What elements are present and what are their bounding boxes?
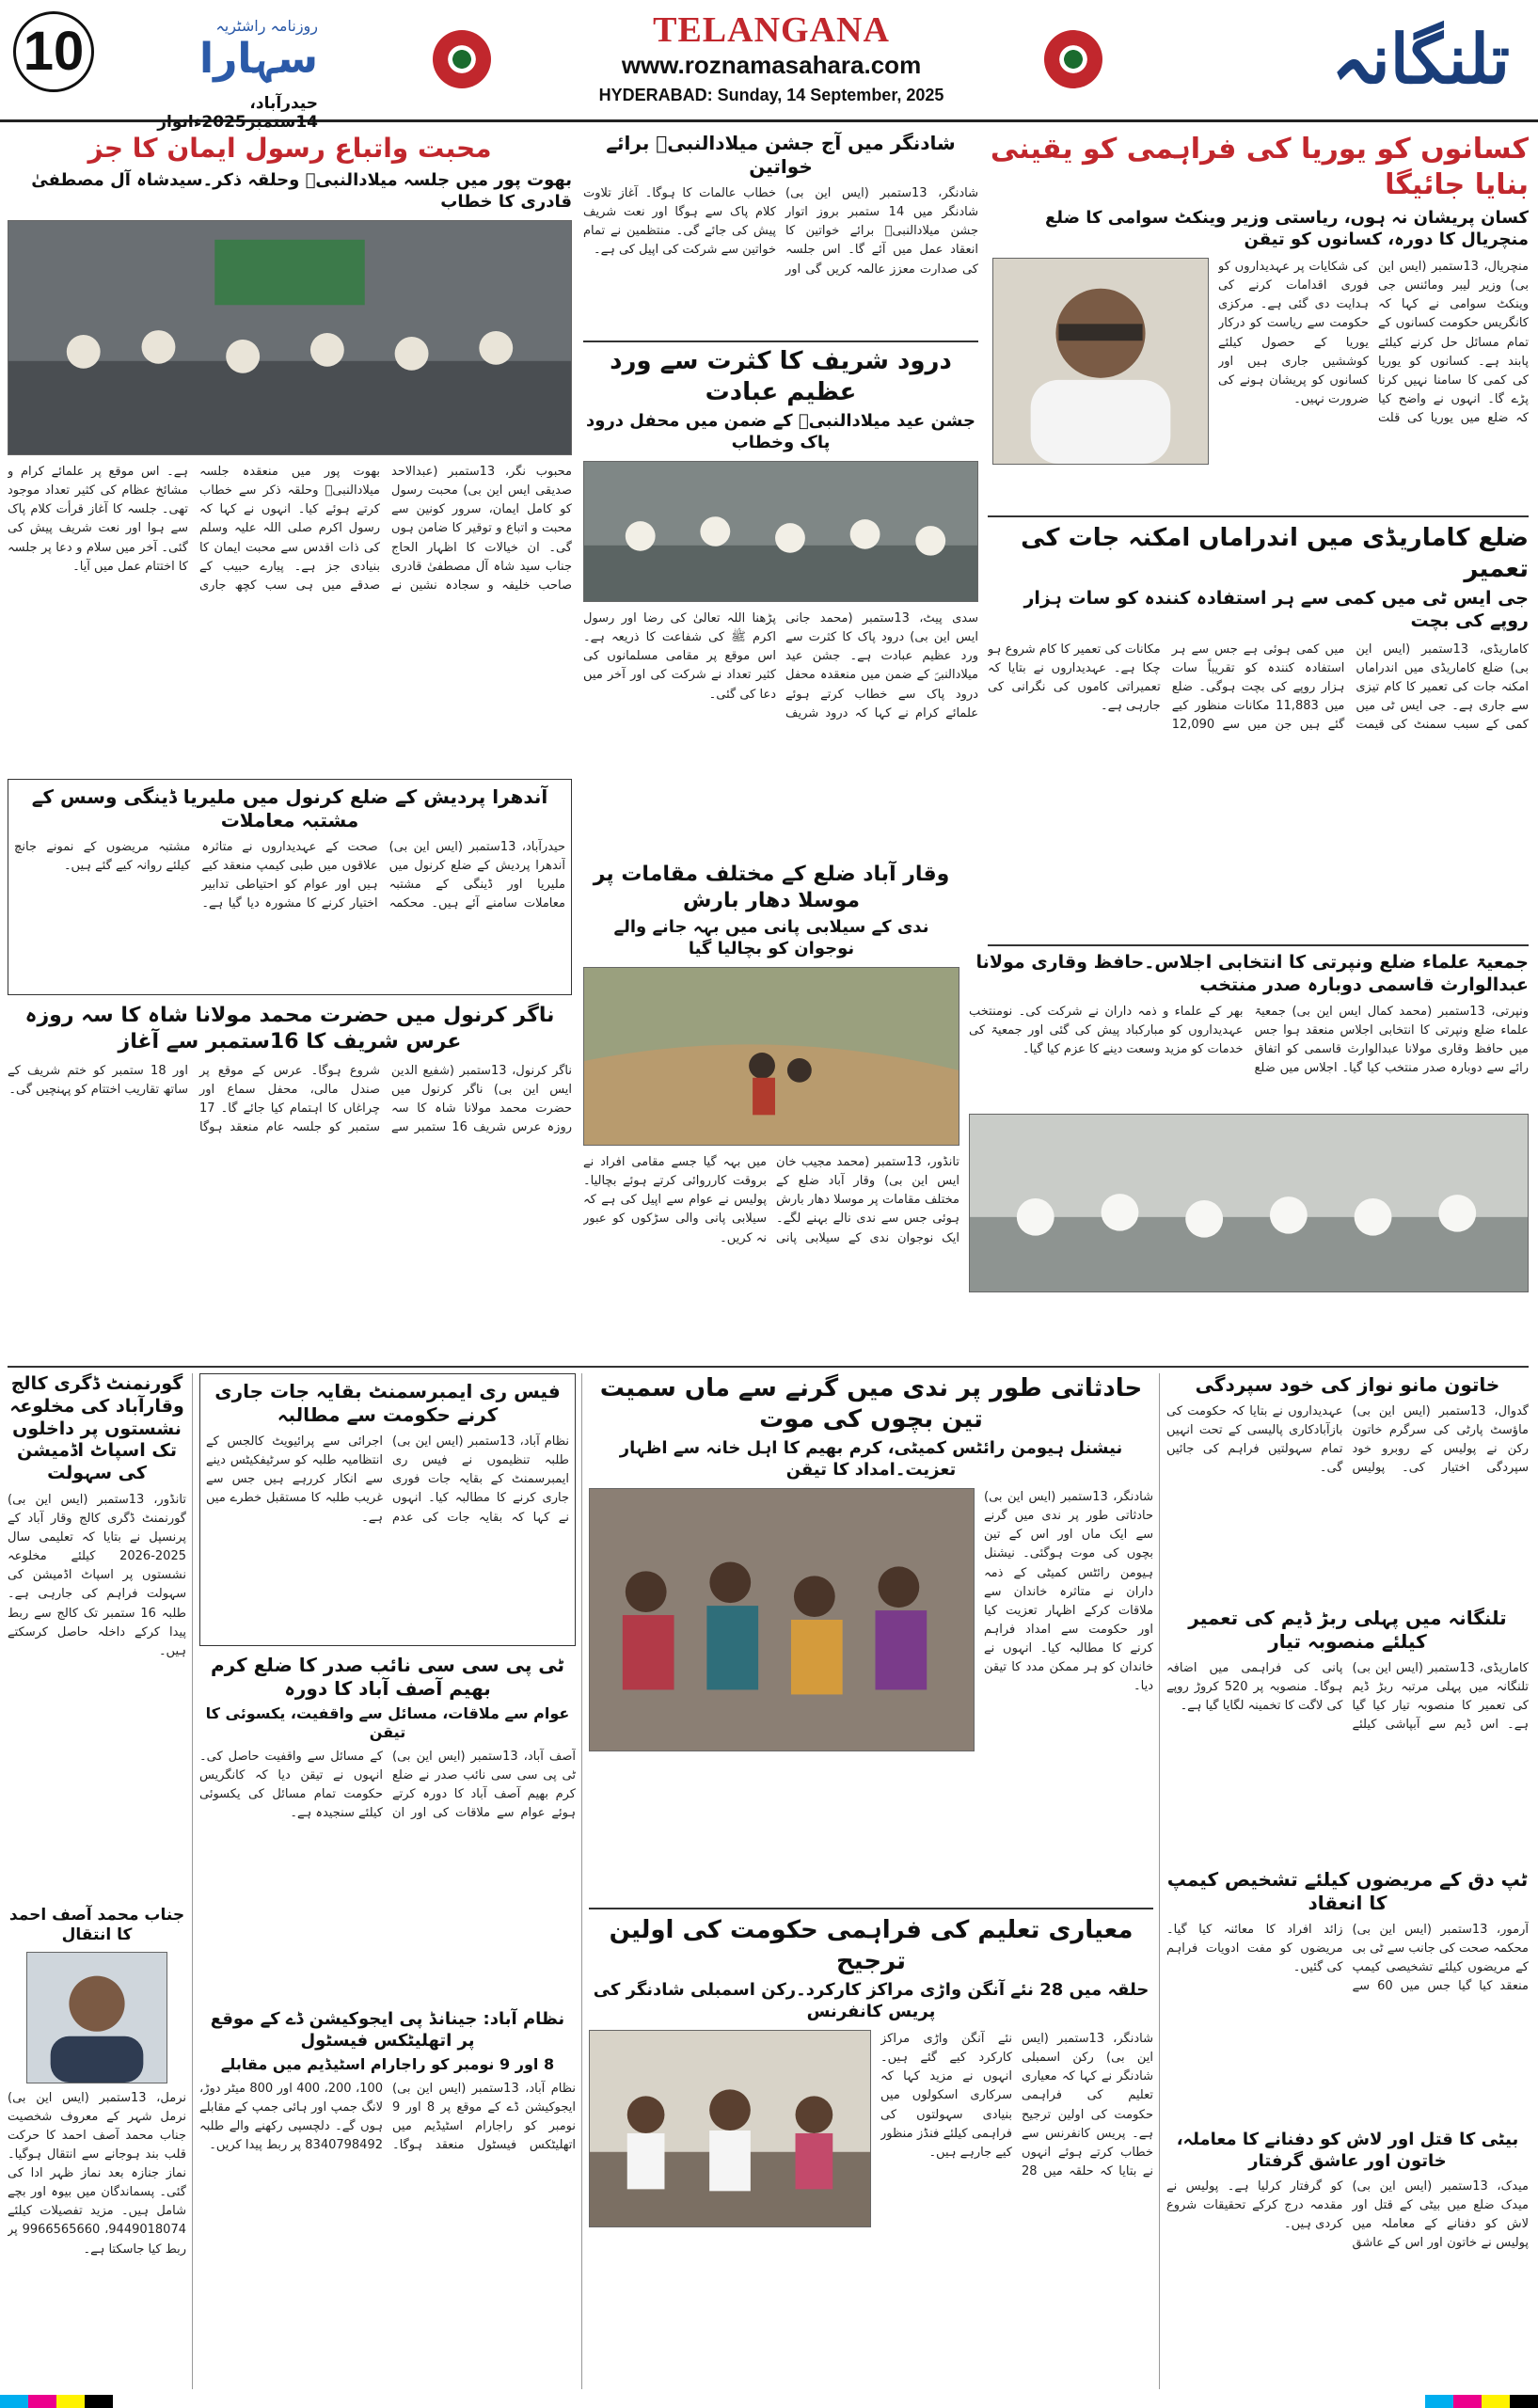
gathering-photo-image: [8, 221, 571, 454]
headline: آندھرا پردیش کے ضلع کرنول میں ملیریا ڈینگی وسس کے مشتبہ معاملات: [31, 785, 548, 832]
headline: محبت واتباع رسول ایمان کا جز: [87, 133, 492, 164]
article-vikarabad-rain: [583, 862, 959, 1360]
headline: شادنگر میں آج جشن میلادالنبیؐ برائے خواتین: [606, 132, 956, 178]
portrait-image: [993, 259, 1208, 464]
article-durood: [583, 346, 978, 854]
article-body: حیدرآباد، 13ستمبر (ایس این بی) آندھرا پردیش کے ضلع کرنول میں ملیریا اور ڈینگی کے مشتبہ معاملات سامنے آئے ہیں۔ محکمہ صحت کے عہدیداروں نے متاثرہ علاقوں میں طبی کیمپ منعقد کیے ہیں اور عوام کو احتیاطی تدابیر اختیار کرنے کا مشورہ دیا گیا ہے۔ مشتبہ مریضوں کے نمونے جانچ کیلئے روانہ کیے گئے ہیں۔: [14, 840, 565, 911]
headline: حادثاتی طور پر ندی میں گرنے سے ماں سمیت تین بچوں کی موت: [599, 1374, 1143, 1434]
article-kurnool-malaria: [8, 779, 572, 995]
flood-rescue-image: [584, 968, 959, 1145]
headline: خاتون مانو نواز کی خود سپردگی: [1195, 1373, 1500, 1396]
logo-text: سہارا: [199, 35, 318, 83]
subheadline: کسان پریشان نہ ہوں، ریاستی وزیر وینکٹ سوامی کا ضلع منچریال کا دورہ، کسانوں کو تیقن: [1044, 208, 1529, 249]
article-urea-supply: [988, 132, 1529, 508]
headline: ٹی پی سی سی نائب صدر کا ضلع کرم بھیم آصف آباد کا دورہ: [210, 1654, 565, 1700]
article-body: آصف آباد، 13ستمبر (ایس این بی) ٹی پی سی سی نائب صدر نے ضلع کرم بھیم آصف آباد کا دورہ کرتے ہوئے عوام سے ملاقات کی اور ان کے مسائل سے واقفیت حاصل کی۔ انہوں نے تیقن دیا کہ کانگریس حکومت تمام مسائل کی یکسوئی کیلئے سنجیدہ ہے۔: [199, 1750, 576, 1821]
subheadline: جشن عید میلادالنبیؐ کے ضمن میں محفل درود پاک وخطاب: [586, 411, 975, 452]
masthead: [0, 0, 1538, 132]
article-body: ونپرتی، 13ستمبر (محمد کمال ایس این بی) جمعیۃ علماء ضلع ونپرتی کا انتخابی اجلاس منعقد ہوا جس میں حافظ وقاری مولانا عبدالوارث قاسمی کو اتفاق رائے سے دوبارہ صدر منتخب کیا گیا۔ اجلاس میں ضلع بھر کے علماء و ذمہ داران نے شرکت کی۔ نومنتخب عہدیداروں کو مبارکباد پیش کی گئی اور جمعیۃ کی خدمات کو مزید وسعت دینے کا عزم کیا گیا۔: [969, 1004, 1529, 1075]
article-indiramma-housing: [988, 523, 1529, 937]
section-title: تلنگانہ: [1331, 19, 1510, 99]
obituary-photo: [26, 1952, 167, 2083]
headline: نظام آباد: جینانڈ پی ایجوکیشن ڈے کے موقع پر اتھلیٹکس فیسٹول: [210, 2009, 565, 2051]
article-quality-education: [589, 1915, 1153, 2376]
newspaper-logo: [102, 17, 318, 83]
headline: معیاری تعلیم کی فراہمی حکومت کی اولین ترجیح: [609, 1916, 1134, 1975]
article-body: تانڈور، 13ستمبر (ایس این بی) گورنمنٹ ڈگری کالج وقار آباد کے پرنسپل نے بتایا کہ تعلیمی سال 2025-2026 کیلئے مخلوعہ نشستوں پر اسپاٹ اڈمیشن کی سہولت فراہم کی جارہی ہے۔ طلبہ 16 ستمبر تک کالج سے ربط پیدا کرکے داخلہ حاصل کرسکتے ہیں۔: [8, 1492, 186, 1658]
subheadline: نیشنل ہیومن رائٹس کمیٹی، کرم بھیم کا اہل خانہ سے اظہار تعزیت۔امداد کا تیقن: [619, 1438, 1123, 1480]
divider: [988, 515, 1529, 517]
headline: ٹپ دق کے مریضوں کیلئے تشخیص کیمپ کا انعقاد: [1166, 1868, 1529, 1914]
article-photo: [969, 1114, 1529, 1292]
article-tb-camp: [1166, 1868, 1529, 2122]
article-body: محبوب نگر، 13ستمبر (عبدالاحد صدیقی ایس این بی) محبت رسول کو کامل ایمان، سرور کونین سے محبت و اتباع و توقیر کا ضامن ہوں گی۔ ان خیالات کا اظہار الحاج جناب سید شاہ آل مصطفیٰ قادری صاحب خلیفہ و سجادہ نشین نے بھوت پور میں منعقدہ جلسہ میلادالنبیؐ وحلقہ ذکر سے خطاب کرتے ہوئے کیا۔ انہوں نے کہا کہ رسول اکرم صلی اللہ علیہ وسلم کی ذات اقدس سے محبت ایمان کا بنیادی جز ہے۔ پیارے حبیب کے صدقے میں ہی سب کچھ جاری ہے۔ اس موقع پر علمائے کرام و مشائخ عظام کی کثیر تعداد موجود تھی۔ جلسہ کا آغاز قرأت کلام پاک سے ہوا اور نعت شریف پیش کی گئی۔ آخر میں سلام و دعا پر جلسہ کا اختتام عمل میں آیا۔: [8, 465, 572, 593]
divider: [583, 341, 978, 342]
headline: تلنگانہ میں پہلی ربڑ ڈیم کی تعمیر کیلئے منصوبہ تیار: [1188, 1607, 1507, 1653]
article-photo: [589, 1488, 975, 1751]
headline: کسانوں کو یوریا کی فراہمی کو یقینی بنایا جائیگا: [990, 133, 1529, 201]
divider: [988, 944, 1529, 946]
durood-gathering-image: [584, 462, 977, 601]
article-drowning: [589, 1373, 1153, 1900]
minister-portrait: [992, 258, 1209, 465]
article-body: نظام آباد، 13ستمبر (ایس این بی) طلبہ تنظیموں نے فیس ری ایمبرسمنٹ کے بقایہ جات فوری جاری کرنے کا مطالبہ کیا۔ انہوں نے کہا کہ بقایہ جات کی عدم اجرائی سے پرائیویٹ کالجس کے انتظامیہ طلبہ کو سرٹیفکیٹس دینے سے انکار کررہے ہیں جس سے غریب طلبہ کا مستقبل خطرے میں ہے۔: [206, 1434, 569, 1525]
article-athletics-festival: [199, 2009, 576, 2376]
article-photo: [583, 461, 978, 602]
headline: ناگر کرنول میں حضرت محمد مولانا شاہ کا سہ روزہ عرس شریف کا 16ستمبر سے آغاز: [24, 1004, 555, 1054]
headline: وقار آباد ضلع کے مختلف مقامات پر موسلا دھار بارش: [593, 863, 950, 912]
article-body: شادنگر، 13ستمبر (ایس این بی) شادنگر میں 14 ستمبر بروز اتوار جشن میلادالنبیؐ برائے خواتین کا انعقاد عمل میں آئے گا۔ اس جلسہ کی صدارت معزز عالمہ کریں گی اور خطاب عالمات کا ہوگا۔ آغاز تلاوت کلام پاک سے ہوگا اور نعت شریف پیش کی جائے گی۔ منتظمین نے تمام خواتین سے شرکت کی اپیل کی ہے۔: [583, 186, 978, 277]
article-body: نرمل، 13ستمبر (ایس این بی) نرمل شہر کے معروف شخصیت جناب محمد آصف احمد کا حرکت قلب بند ہوجانے سے انتقال ہوگیا۔ نماز جنازہ بعد نماز ظہر ادا کی گئی۔ پسماندگان میں بیوہ اور بچے شامل ہیں۔ مزید تفصیلات کیلئے 9449018074، 9966565660 پر ربط کیا جاسکتا ہے۔: [8, 2090, 186, 2257]
article-milad-bhootpur: [8, 132, 572, 771]
article-surrender: [1166, 1373, 1529, 1599]
headline: فیس ری ایمبرسمنٹ بقایہ جات جاری کرنے حکومت سے مطالبہ: [214, 1380, 561, 1426]
column-rule: [1159, 1373, 1160, 2389]
page-number: 10: [13, 11, 94, 92]
subheadline: بھوت پور میں جلسہ میلادالنبیؐ وحلقہ ذکر۔سیدشاہ آل مصطفیٰ قادری کا خطاب: [31, 170, 572, 212]
article-jamiat-election: [969, 952, 1529, 1347]
article-body: آرمور، 13ستمبر (ایس این بی) محکمہ صحت کی جانب سے ٹی بی کے مریضوں کیلئے تشخیصی کیمپ منعقد کیا گیا جس میں 60 سے زائد افراد کا معائنہ کیا گیا۔ مریضوں کو مفت ادویات فراہم کی گئیں۔: [1166, 1923, 1529, 1994]
article-body: میدک، 13ستمبر (ایس این بی) میدک ضلع میں بیٹی کے قتل اور لاش کو دفنانے کے معاملہ میں پولیس نے خاتون اور اس کے عاشق کو گرفتار کرلیا ہے۔ پولیس نے مقدمہ درج کرکے تحقیقات شروع کردی ہیں۔: [1166, 2179, 1529, 2251]
website-link[interactable]: www.roznamasahara.com: [621, 51, 922, 79]
emblem-icon: [1044, 30, 1102, 88]
article-degree-college: [8, 1373, 186, 1900]
article-photo: [589, 2030, 871, 2227]
subheadline: عوام سے ملاقات، مسائل سے واقفیت، یکسوئی کا تیقن: [205, 1704, 570, 1741]
article-body: منچریال، 13ستمبر (ایس این بی) وزیر لیبر ومائنس جی وینکٹ سوامی نے کہا کہ کانگریس حکومت کسانوں کے تمام مسائل حل کرنے کیلئے پابند ہے۔ کسانوں کو یوریا کی کمی کا سامنا نہیں کرنا پڑے گا۔ انہوں نے واضح کیا کہ ضلع میں یوریا کی قلت کی شکایات پر عہدیداروں کو فوری اقدامات کرنے کی ہدایت دی گئی ہے۔ مرکزی حکومت سے ریاست کو درکار یوریا کے حصول کیلئے کوششیں جاری ہیں اور کسانوں کو پریشان ہونے کی ضرورت نہیں۔: [1218, 260, 1529, 426]
subheadline: حلقہ میں 28 نئے آنگن واڑی مراکز کارکرد۔رکن اسمبلی شادنگر کی پریس کانفرنس: [593, 1980, 1150, 2021]
headline: جناب محمد آصف احمد کا انتقال: [8, 1906, 185, 1945]
article-fee-reimbursement: [199, 1373, 576, 1646]
article-obituary: [8, 1906, 186, 2376]
article-body: شادنگر، 13ستمبر (ایس این بی) رکن اسمبلی شادنگر نے کہا کہ معیاری تعلیم کی فراہمی حکومت کی اولین ترجیح ہے۔ پریس کانفرنس سے خطاب کرتے ہوئے انہوں نے بتایا کہ حلقہ میں 28 نئے آنگن واڑی مراکز کارکرد کیے گئے ہیں۔ انہوں نے مزید کہا کہ سرکاری اسکولوں میں بنیادی سہولتوں کی فراہمی کیلئے فنڈز منظور کیے جارہے ہیں۔: [880, 2032, 1153, 2178]
meeting-photo-image: [970, 1115, 1528, 1291]
color-registration-strip: [1425, 2395, 1538, 2408]
article-body: کاماریڈی، 13ستمبر (ایس این بی) ضلع کاماریڈی میں اندراماں امکنہ جات کی تعمیر کا کام تیزی سے جاری ہے۔ جی ایس ٹی میں کمی کے سبب سمنٹ کی قیمت میں کمی ہوئی ہے جس سے ہر استفادہ کنندہ کو تقریباً سات ہزار روپے کی بچت ہوگی۔ ضلع میں 11,883 مکانات منظور کیے گئے ہیں جن میں سے 12,090 مکانات کی تعمیر کا کام شروع ہو چکا ہے۔ عہدیداروں نے بتایا کہ تعمیراتی کاموں کی نگرانی کی جارہی ہے۔: [988, 642, 1529, 733]
column-rule: [581, 1373, 582, 2389]
color-registration-strip: [0, 2395, 113, 2408]
subheadline: ندی کے سیلابی پانی میں بہہ جانے والے نوجوان کو بچالیا گیا: [613, 917, 929, 958]
article-murder-case: [1166, 2130, 1529, 2376]
article-rubber-dam: [1166, 1607, 1529, 1861]
article-tpcc-visit: [199, 1654, 576, 2002]
article-urs-nagarkurnool: [8, 1003, 572, 1360]
article-photo: [8, 220, 572, 455]
masthead-center: [564, 9, 978, 105]
headline: جمعیۃ علماء ضلع ونپرتی کا انتخابی اجلاس۔حافظ وقاری مولانا عبدالوارث قاسمی دوبارہ صدر منتخب: [975, 952, 1529, 995]
article-photo: [583, 967, 959, 1146]
press-conference-image: [590, 2031, 870, 2226]
mourning-family-image: [590, 1489, 974, 1751]
article-body: کاماریڈی، 13ستمبر (ایس این بی) تلنگانہ میں پہلی مرتبہ ربڑ ڈیم کی تعمیر کا منصوبہ تیار کیا گیا ہے۔ اس ڈیم سے آبپاشی کیلئے پانی کی فراہمی میں اضافہ ہوگا۔ منصوبہ پر 520 کروڑ روپے کی لاگت کا تخمینہ لگایا گیا ہے۔: [1166, 1661, 1529, 1733]
headline: گورنمنٹ ڈگری کالج وقارآباد کی مخلوعہ نشستوں پر داخلوں تک اسپاٹ اڈمیشن کی سہولت: [9, 1373, 184, 1483]
article-body: گدوال، 13ستمبر (ایس این بی) ماؤسٹ پارٹی کی سرگرم خاتون رکن نے پولیس کے روبرو خود سپردگی اختیار کی۔ پولیس عہدیداروں نے بتایا کہ حکومت کی بازآبادکاری پالیسی کے تحت انہیں تمام سہولتیں فراہم کی جائیں گی۔: [1166, 1404, 1529, 1476]
article-body: نظام آباد، 13ستمبر (ایس این بی) ایجوکیشن ڈے کے موقع پر 8 اور 9 نومبر کو راجارام اسٹیڈیم میں اتھلیٹکس فیسٹول منعقد ہوگا۔ 100، 200، 400 اور 800 میٹر دوڑ، لانگ جمپ اور ہائی جمپ کے مقابلے ہوں گے۔ دلچسپی رکھنے والے طلبہ 8340798492 پر ربط پیدا کریں۔: [199, 2082, 576, 2153]
column-rule: [192, 1373, 193, 2389]
subheadline: 8 اور 9 نومبر کو راجارام اسٹیڈیم میں مقابلے: [220, 2055, 555, 2073]
english-dateline: HYDERABAD: Sunday, 14 September, 2025: [598, 86, 944, 104]
headline: درود شریف کا کثرت سے ورد عظیم عبادت: [610, 347, 952, 406]
urdu-dateline: حیدرآباد، 14ستمبر2025ءاتوار: [157, 94, 318, 132]
divider: [8, 1366, 1529, 1368]
portrait-image: [27, 1953, 166, 2083]
divider: [589, 1908, 1153, 1909]
article-body: سدی پیٹ، 13ستمبر (محمد جانی ایس این بی) درود پاک کا کثرت سے ورد عظیم عبادت ہے۔ جشن عید میلادالنبیؐ کے ضمن میں منعقدہ محفل درود پاک سے خطاب کرتے ہوئے علمائے کرام نے کہا کہ درود شریف پڑھنا اللہ تعالیٰ کی رضا اور رسول اکرم ﷺ کی شفاعت کا ذریعہ ہے۔ اس موقع پر مقامی مسلمانوں کی کثیر تعداد نے شرکت کی اور آخر میں دعا کی گئی۔: [583, 611, 978, 721]
subheadline: جی ایس ٹی میں کمی سے ہر استفادہ کنندہ کو سات ہزار روپے کی بچت: [1023, 588, 1529, 631]
article-body: شادنگر، 13ستمبر (ایس این بی) حادثاتی طور پر ندی میں گرنے سے ایک ماں اور اس کے تین بچوں کی موت ہوگئی۔ نیشنل ہیومن رائٹس کمیٹی کے ذمہ داران نے متاثرہ خاندان سے ملاقات کرکے اظہار تعزیت کیا اور حکومت سے امداد فراہم کرنے کا مطالبہ کیا۔ انہوں نے خاندان کو ہر ممکن مدد کا تیقن دیا۔: [984, 1490, 1153, 1694]
emblem-icon: [433, 30, 491, 88]
article-women-milad: [583, 132, 978, 357]
headline: ضلع کاماریڈی میں اندراماں امکنہ جات کی تعمیر: [1021, 524, 1529, 583]
state-title: TELANGANA: [653, 10, 890, 50]
headline: بیٹی کا قتل اور لاش کو دفنانے کا معاملہ، خاتون اور عاشق گرفتار: [1176, 2130, 1519, 2171]
logo-subtitle: روزنامہ راشٹریہ: [215, 17, 318, 35]
article-body: تانڈور، 13ستمبر (محمد مجیب خان ایس این بی) وقار آباد ضلع کے مختلف مقامات پر موسلا دھار بارش ہوئی جس سے ندی نالے بہنے لگے۔ ایک نوجوان ندی کے سیلابی پانی میں بہہ گیا جسے مقامی افراد نے بروقت کارروائی کرتے ہوئے بچالیا۔ پولیس نے عوام سے اپیل کی ہے کہ سیلابی پانی والی سڑکوں کو عبور نہ کریں۔: [583, 1155, 959, 1245]
article-body: ناگر کرنول، 13ستمبر (شفیع الدین ایس این بی) ناگر کرنول میں حضرت محمد مولانا شاہ کا سہ روزہ عرس شریف 16 ستمبر سے شروع ہوگا۔ عرس کے موقع پر صندل مالی، محفل سماع اور چراغاں کا اہتمام کیا جائے گا۔ 17 ستمبر کو جلسہ عام منعقد ہوگا اور 18 ستمبر کو ختم شریف کے ساتھ تقاریب اختتام کو پہنچیں گی۔: [8, 1064, 572, 1135]
